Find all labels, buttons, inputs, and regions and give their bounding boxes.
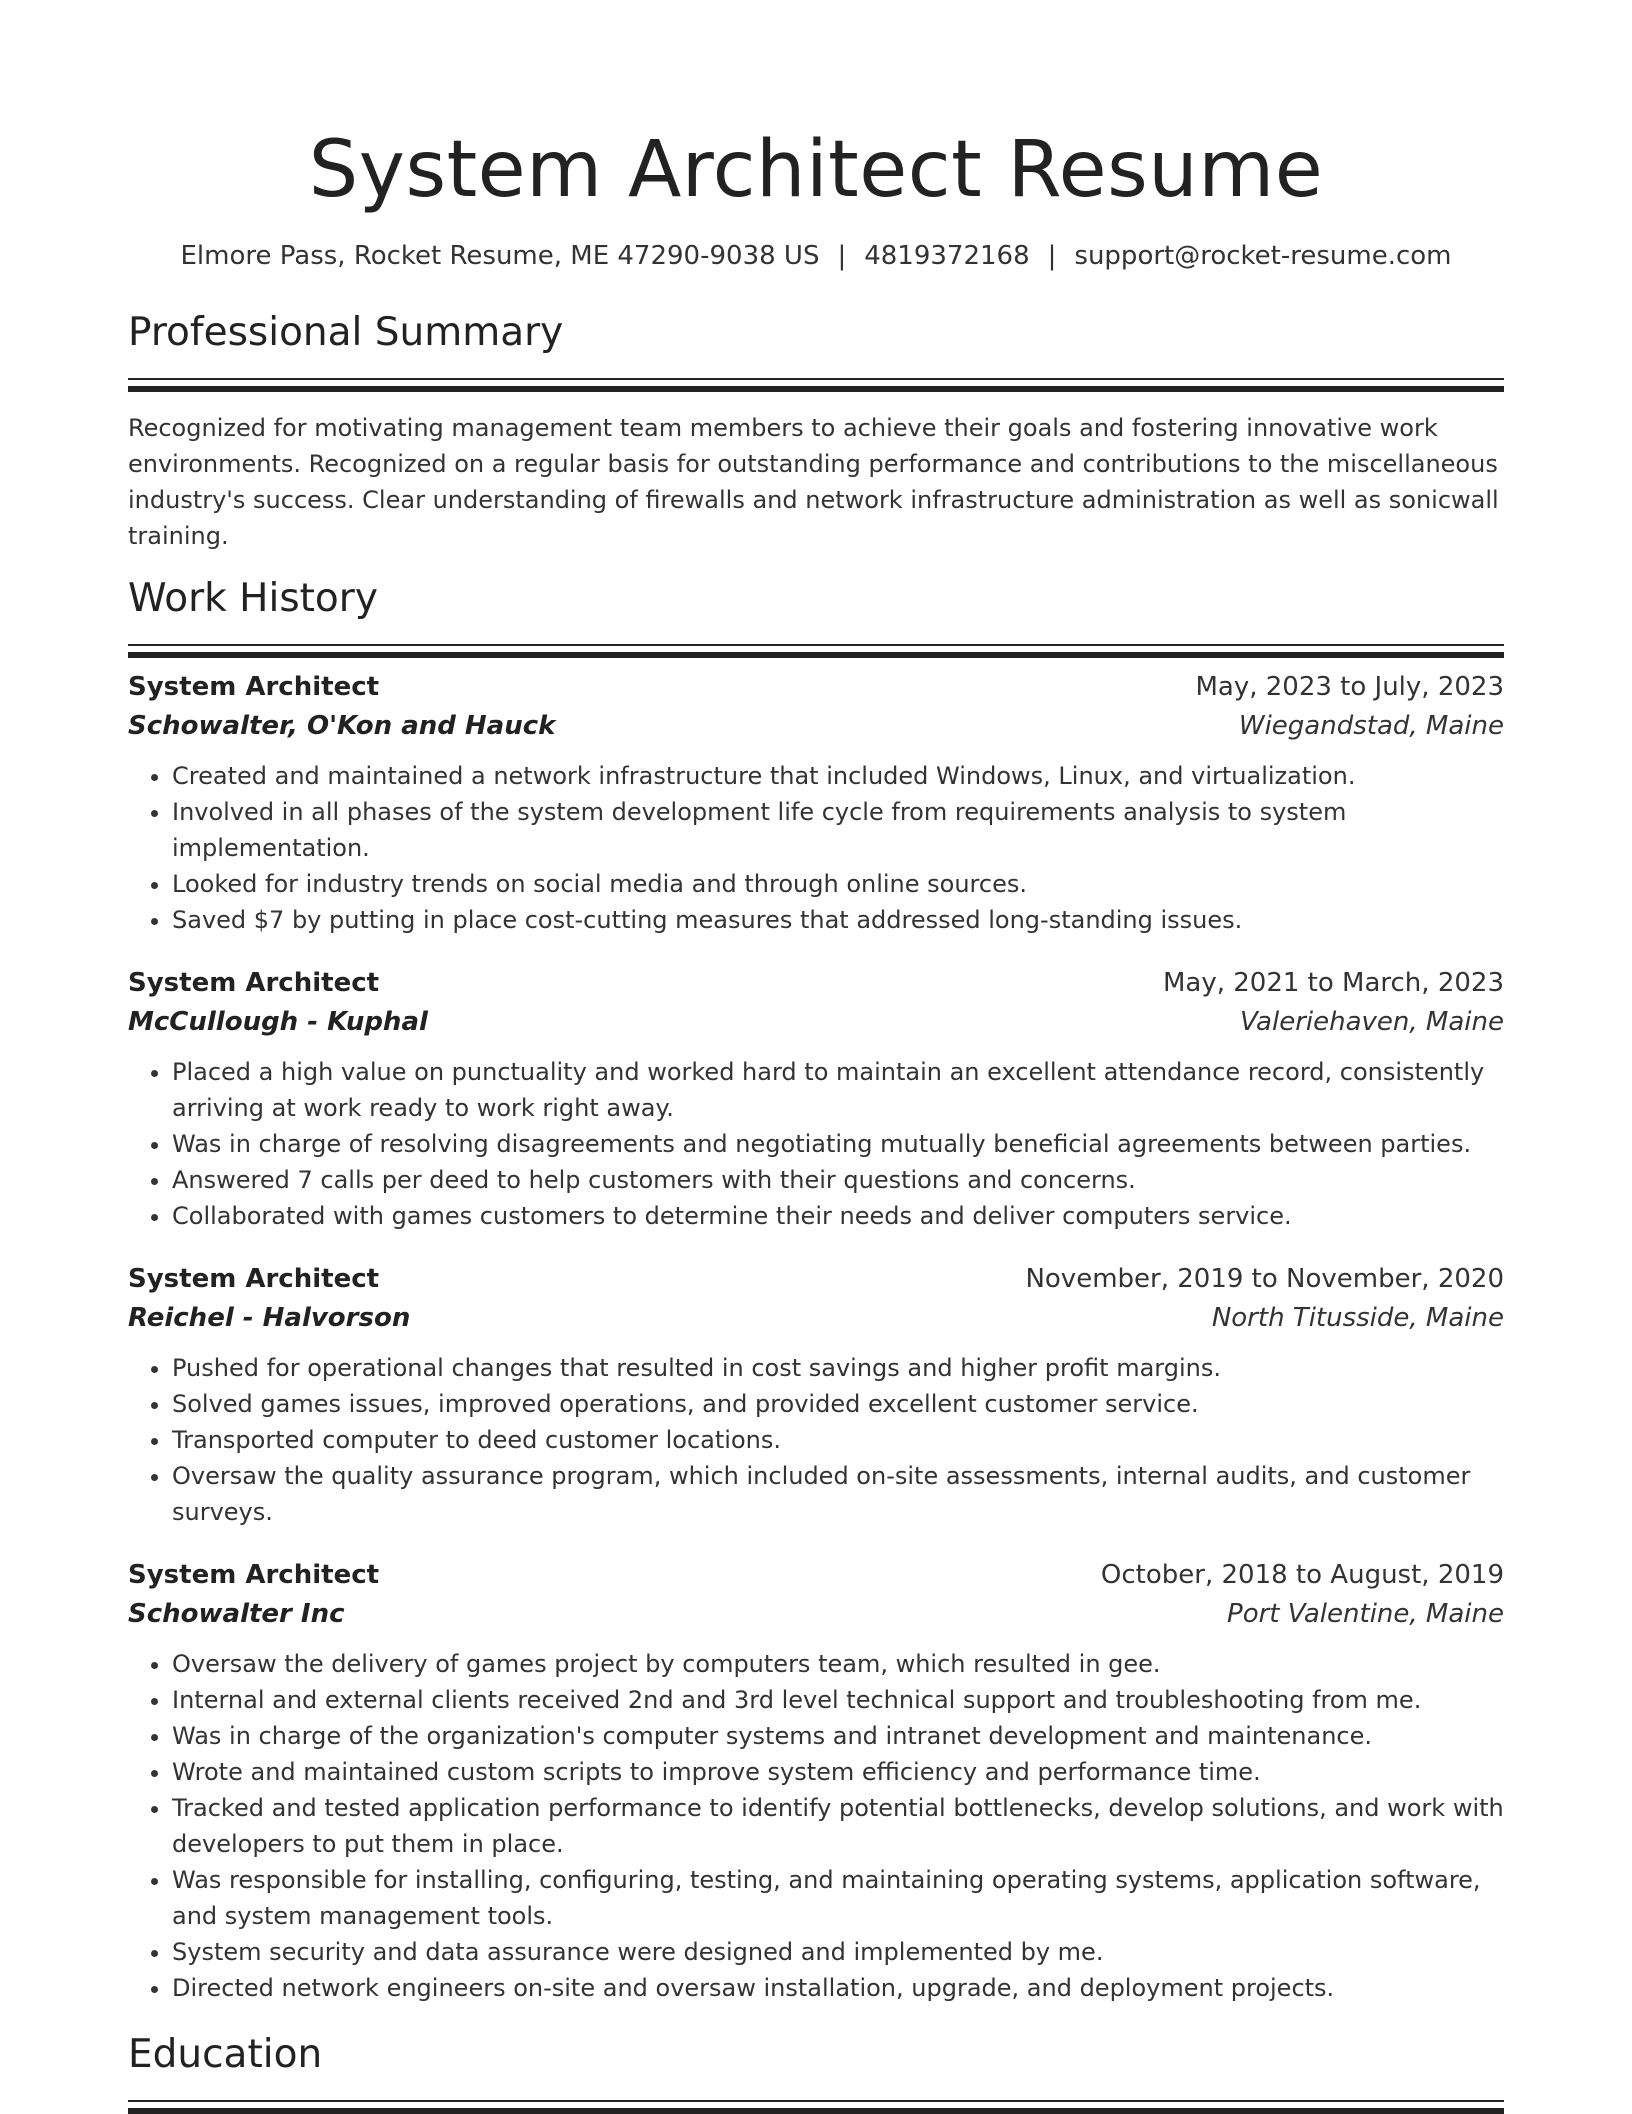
job-bullet: • Was responsible for installing, configuring, testing, and maintaining operating systems, application software, and system management tools. <box>172 1862 1504 1934</box>
job-title-row <box>128 668 1504 706</box>
job-dates: October, 2018 to August, 2019 <box>1100 1560 1504 1590</box>
job-title-row <box>128 1556 1504 1594</box>
job-bullet: • Collaborated with games customers to determine their needs and deliver computers service. <box>172 1198 1504 1234</box>
job-bullet: • Transported computer to deed customer locations. <box>172 1422 1504 1458</box>
job-bullet: • Answered 7 calls per deed to help customers with their questions and concerns. <box>172 1162 1504 1198</box>
job-bullet: • Oversaw the quality assurance program, which included on-site assessments, internal audits, and customer surveys. <box>172 1458 1504 1530</box>
job-entry <box>128 1556 1504 2006</box>
job-company-row <box>128 1594 1504 1634</box>
job-location: Port Valentine, Maine <box>1227 1599 1504 1629</box>
job-location: North Titusside, Maine <box>1211 1303 1504 1333</box>
job-dates: November, 2019 to November, 2020 <box>1025 1264 1504 1294</box>
job-bullet: • Internal and external clients received 2nd and 3rd level technical support and troubleshooting from me. <box>172 1682 1504 1718</box>
job-list <box>128 668 1504 2006</box>
job-bullet: • Created and maintained a network infrastructure that included Windows, Linux, and virtualization. <box>172 758 1504 794</box>
job-bullet: • Looked for industry trends on social media and through online sources. <box>172 866 1504 902</box>
job-company-row <box>128 1298 1504 1338</box>
job-entry <box>128 1260 1504 1530</box>
education-heading: Education <box>128 2032 323 2077</box>
job-title: System Architect <box>128 672 380 702</box>
education-section <box>128 2030 1504 2102</box>
section-divider <box>128 378 1504 380</box>
job-company: Schowalter Inc <box>128 1599 345 1629</box>
job-bullet-list <box>128 1350 1504 1530</box>
job-bullet: • Pushed for operational changes that resulted in cost savings and higher profit margins. <box>172 1350 1504 1386</box>
section-divider <box>128 2100 1504 2102</box>
contact-phone: 4819372168 <box>864 241 1030 271</box>
job-dates: May, 2021 to March, 2023 <box>1162 968 1504 998</box>
job-location: Wiegandstad, Maine <box>1238 711 1504 741</box>
job-title: System Architect <box>128 968 380 998</box>
job-company-row <box>128 706 1504 746</box>
job-bullet: • Saved $7 by putting in place cost-cutting measures that addressed long-standing issues. <box>172 902 1504 938</box>
job-bullet-list <box>128 758 1504 938</box>
summary-heading: Professional Summary <box>128 310 564 355</box>
summary-text: Recognized for motivating management team members to achieve their goals and fostering innovative work environments. Recognized on a regular basis for outstanding performance and contributions to the miscellaneous industry's success. Clear understanding of firewalls and network infrastructure administration as well as sonicwall training. <box>128 414 1499 550</box>
job-bullet: • Placed a high value on punctuality and worked hard to maintain an excellent attendance record, consistently arriving at work ready to work right away. <box>172 1054 1504 1126</box>
job-title: System Architect <box>128 1560 380 1590</box>
contact-line <box>128 238 1504 274</box>
job-entry <box>128 668 1504 938</box>
job-bullet: • Oversaw the delivery of games project by computers team, which resulted in gee. <box>172 1646 1504 1682</box>
job-bullet-list <box>128 1054 1504 1234</box>
contact-separator: | <box>1047 241 1057 271</box>
section-divider <box>128 644 1504 646</box>
job-title: System Architect <box>128 1264 380 1294</box>
job-entry <box>128 964 1504 1234</box>
job-bullet: • System security and data assurance were designed and implemented by me. <box>172 1934 1504 1970</box>
contact-address: Elmore Pass, Rocket Resume, ME 47290-9038 US <box>180 241 820 271</box>
job-bullet: • Directed network engineers on-site and oversaw installation, upgrade, and deployment projects. <box>172 1970 1504 2006</box>
job-title-row <box>128 1260 1504 1298</box>
job-location: Valeriehaven, Maine <box>1239 1007 1504 1037</box>
work-history-section <box>128 574 1504 2006</box>
job-company-row <box>128 1002 1504 1042</box>
job-company: McCullough - Kuphal <box>128 1007 428 1037</box>
job-bullet: • Wrote and maintained custom scripts to improve system efficiency and performance time. <box>172 1754 1504 1790</box>
summary-section <box>128 308 1504 554</box>
resume-title: System Architect Resume <box>308 125 1324 215</box>
job-company: Reichel - Halvorson <box>128 1303 411 1333</box>
job-bullet-list <box>128 1646 1504 2006</box>
job-bullet: • Involved in all phases of the system development life cycle from requirements analysis to system implementation. <box>172 794 1504 866</box>
work-history-heading: Work History <box>128 576 378 621</box>
job-bullet: • Solved games issues, improved operations, and provided excellent customer service. <box>172 1386 1504 1422</box>
job-bullet: • Tracked and tested application performance to identify potential bottlenecks, develop solutions, and work with developers to put them in place. <box>172 1790 1504 1862</box>
contact-email: support@rocket-resume.com <box>1074 241 1452 271</box>
contact-separator: | <box>837 241 847 271</box>
job-title-row <box>128 964 1504 1002</box>
job-bullet: • Was in charge of resolving disagreements and negotiating mutually beneficial agreements between parties. <box>172 1126 1504 1162</box>
job-company: Schowalter, O'Kon and Hauck <box>128 711 556 741</box>
job-dates: May, 2023 to July, 2023 <box>1195 672 1504 702</box>
job-bullet: • Was in charge of the organization's computer systems and intranet development and maintenance. <box>172 1718 1504 1754</box>
